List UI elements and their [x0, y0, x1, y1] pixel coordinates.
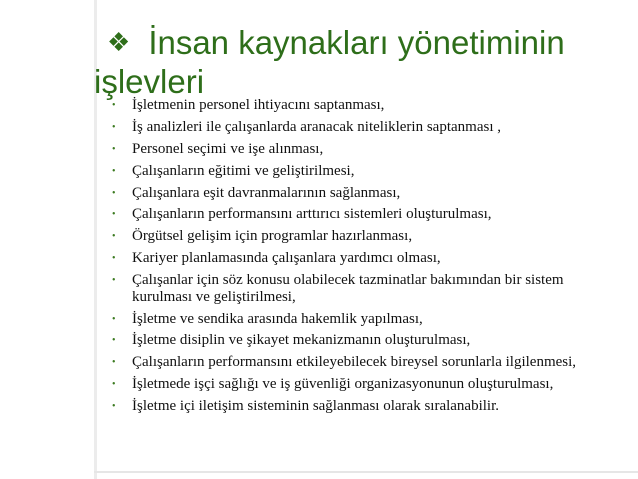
diamond-bullet-icon: ❖: [107, 27, 131, 57]
list-item-text: İşletme ve sendika arasında hakemlik yapılması,: [132, 310, 423, 327]
list-item-text: Çalışanların eğitimi ve geliştirilmesi,: [132, 162, 355, 179]
list-item-text: Çalışanlara eşit davranmalarının sağlanması,: [132, 184, 401, 201]
bullet-dot-icon: •: [112, 187, 116, 199]
list-item: [106, 311, 626, 328]
list-item-text: İşletmenin personel ihtiyacını saptanması,: [132, 97, 385, 113]
slide-title-line1: İnsan kaynakları yönetiminin: [148, 24, 565, 61]
list-item: [106, 141, 626, 158]
bullet-dot-icon: •: [112, 275, 116, 287]
bullet-list: [106, 97, 626, 420]
list-item-text: Personel seçimi ve işe alınması,: [132, 140, 324, 157]
bullet-dot-icon: •: [112, 357, 116, 369]
bullet-dot-icon: •: [112, 313, 116, 325]
list-item-text: Örgütsel gelişim için programlar hazırlanması,: [132, 228, 413, 245]
slide-title-line2: işlevleri: [94, 63, 205, 100]
list-item: [106, 354, 626, 371]
bullet-dot-icon: •: [112, 121, 116, 133]
slide-title: [107, 22, 627, 63]
bullet-dot-icon: •: [112, 401, 116, 413]
bullet-dot-icon: •: [112, 253, 116, 265]
list-item-text: Çalışanlar için söz konusu olabilecek tazminatlar bakımından bir sistem kurulması ve geliştirilmesi,: [132, 272, 564, 305]
list-item-text: İşletmede işçi sağlığı ve iş güvenliği organizasyonunun oluşturulması,: [132, 376, 554, 393]
list-item-text: Çalışanların performansını arttırıcı sistemleri oluşturulması,: [132, 206, 492, 223]
list-item: [106, 119, 626, 136]
bullet-dot-icon: •: [112, 335, 116, 347]
list-item: [106, 228, 626, 245]
bullet-dot-icon: •: [112, 209, 116, 221]
list-item: [106, 250, 626, 267]
bullet-dot-icon: •: [112, 379, 116, 391]
bullet-dot-icon: •: [112, 165, 116, 177]
list-item: [106, 332, 626, 349]
list-item: [106, 163, 626, 180]
bullet-dot-icon: •: [112, 100, 116, 111]
list-item-text: Çalışanların performansını etkileyebilecek bireysel sorunlarla ilgilenmesi,: [132, 354, 577, 371]
list-item-text: İş analizleri ile çalışanlarda aranacak niteliklerin saptanması ,: [132, 118, 501, 135]
bottom-divider: [94, 471, 638, 473]
list-item-text: İşletme içi iletişim sisteminin sağlanması olarak sıralanabilir.: [132, 398, 500, 415]
bullet-dot-icon: •: [112, 231, 116, 243]
list-item: [106, 185, 626, 202]
list-item-text: Kariyer planlamasında çalışanlara yardımcı olması,: [132, 250, 441, 267]
list-item: [106, 376, 626, 393]
bullet-dot-icon: •: [112, 143, 116, 155]
list-item: [106, 97, 626, 114]
list-item: [106, 398, 626, 415]
list-item: [106, 206, 626, 223]
list-item-text: İşletme disiplin ve şikayet mekanizmanın oluşturulması,: [132, 332, 471, 349]
list-item: [106, 272, 626, 305]
